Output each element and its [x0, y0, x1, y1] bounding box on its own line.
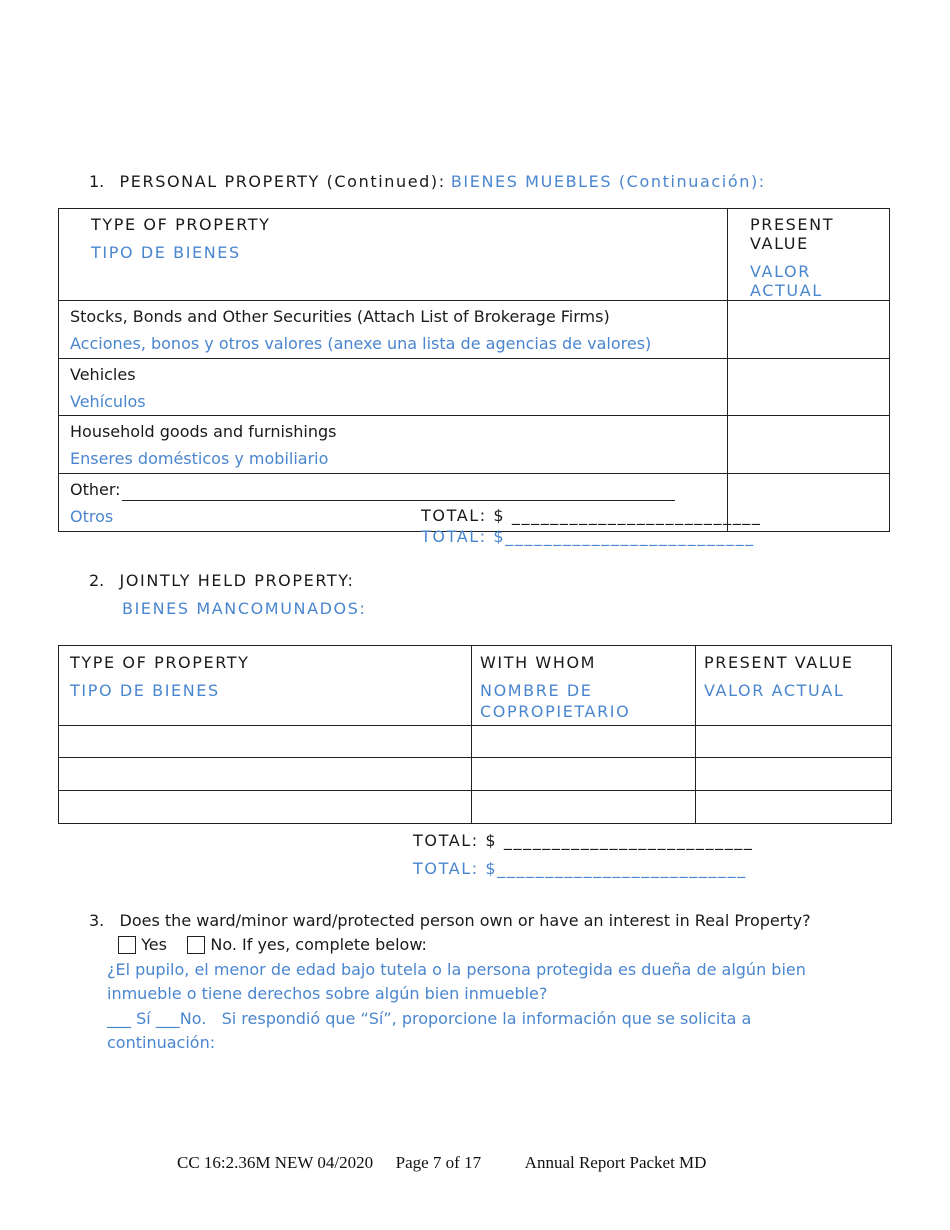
table-header-row	[59, 209, 890, 301]
household-cell	[59, 416, 728, 474]
vehicles-cell	[59, 359, 728, 416]
table-header-row	[59, 646, 892, 726]
with-whom-header	[472, 646, 696, 726]
other-fill-line[interactable]	[122, 500, 675, 501]
type-of-property-header	[59, 209, 728, 301]
section3-question-en-line	[89, 911, 811, 930]
type-field[interactable]	[59, 726, 472, 758]
jointly-held-property-table	[58, 645, 892, 824]
personal-property-table	[58, 208, 890, 532]
household-value-field[interactable]	[728, 416, 890, 474]
section2-heading-es: BIENES MANCOMUNADOS:	[122, 599, 367, 618]
packet-title: Annual Report Packet MD	[524, 1153, 707, 1172]
tipo-de-bienes-label: TIPO DE BIENES	[70, 681, 220, 700]
section3-number: 3.	[89, 911, 105, 930]
section1-heading	[89, 172, 766, 191]
whom-field[interactable]	[472, 758, 696, 791]
table-row	[59, 416, 890, 474]
household-label-es: Enseres domésticos y mobiliario	[70, 449, 329, 468]
section3-question-en: Does the ward/minor ward/protected person own or have an interest in Real Property?	[119, 911, 811, 930]
section1-heading-es: BIENES MUEBLES (Continuación):	[450, 172, 766, 191]
section2-heading-en: JOINTLY HELD PROPERTY:	[119, 571, 355, 590]
value-field[interactable]	[696, 758, 892, 791]
section2-heading	[89, 571, 355, 590]
table-row	[59, 758, 892, 791]
type-of-property-label: TYPE OF PROPERTY	[70, 653, 250, 672]
stocks-label-es: Acciones, bonos y otros valores (anexe una lista de agencias de valores)	[70, 334, 652, 353]
section3-question-es-1: ¿El pupilo, el menor de edad bajo tutela o la persona protegida es dueña de algún bien	[107, 960, 806, 979]
table-row	[59, 726, 892, 758]
section1-total-en[interactable]: TOTAL: $ __________________________	[421, 506, 762, 525]
household-label-en: Household goods and furnishings	[70, 422, 337, 441]
present-value-label: PRESENT VALUE	[750, 215, 835, 253]
section2-total-es: TOTAL: $__________________________	[413, 859, 747, 878]
other-label-en: Other:	[70, 480, 121, 499]
yes-label: Yes	[141, 935, 167, 954]
type-of-property-label: TYPE OF PROPERTY	[91, 215, 271, 234]
section1-number: 1.	[89, 172, 105, 191]
present-value-header	[728, 209, 890, 301]
other-label-es: Otros	[70, 507, 114, 526]
table-row	[59, 301, 890, 359]
stocks-cell	[59, 301, 728, 359]
vehicles-label-es: Vehículos	[70, 392, 146, 411]
nombre-de-label: NOMBRE DE	[480, 681, 593, 700]
section3-question-es-2: inmueble o tiene derechos sobre algún bien inmueble?	[107, 984, 548, 1003]
table-row	[59, 791, 892, 824]
whom-field[interactable]	[472, 726, 696, 758]
present-value-header	[696, 646, 892, 726]
page-footer	[177, 1153, 706, 1173]
type-of-property-header	[59, 646, 472, 726]
section1-total-es: TOTAL: $__________________________	[421, 527, 755, 546]
value-field[interactable]	[696, 726, 892, 758]
yes-no-row	[118, 935, 427, 954]
no-checkbox[interactable]	[187, 936, 205, 954]
with-whom-label: WITH WHOM	[480, 653, 597, 672]
no-label: No. If yes, complete below:	[210, 935, 427, 954]
stocks-label-en: Stocks, Bonds and Other Securities (Attach List of Brokerage Firms)	[70, 307, 610, 326]
yes-checkbox[interactable]	[118, 936, 136, 954]
table-row	[59, 359, 890, 416]
section2-number: 2.	[89, 571, 105, 590]
valor-actual-label: VALOR ACTUAL	[704, 681, 845, 700]
copropietario-label: COPROPIETARIO	[480, 702, 631, 721]
type-field[interactable]	[59, 791, 472, 824]
section3-answer-es-2: continuación:	[107, 1033, 216, 1052]
section2-total-en[interactable]: TOTAL: $ __________________________	[413, 831, 754, 850]
valor-actual-label: VALOR ACTUAL	[750, 262, 823, 300]
value-field[interactable]	[696, 791, 892, 824]
section1-heading-en: PERSONAL PROPERTY (Continued):	[119, 172, 446, 191]
page-number: Page 7 of 17	[395, 1153, 482, 1172]
tipo-de-bienes-label: TIPO DE BIENES	[91, 243, 241, 262]
type-field[interactable]	[59, 758, 472, 791]
vehicles-label-en: Vehicles	[70, 365, 136, 384]
form-code: CC 16:2.36M NEW 04/2020	[177, 1153, 374, 1172]
section3-answer-es-1: ___ Sí ___No. Si respondió que “Sí”, proporcione la información que se solicita a	[107, 1009, 752, 1028]
vehicles-value-field[interactable]	[728, 359, 890, 416]
present-value-label: PRESENT VALUE	[704, 653, 854, 672]
whom-field[interactable]	[472, 791, 696, 824]
stocks-value-field[interactable]	[728, 301, 890, 359]
